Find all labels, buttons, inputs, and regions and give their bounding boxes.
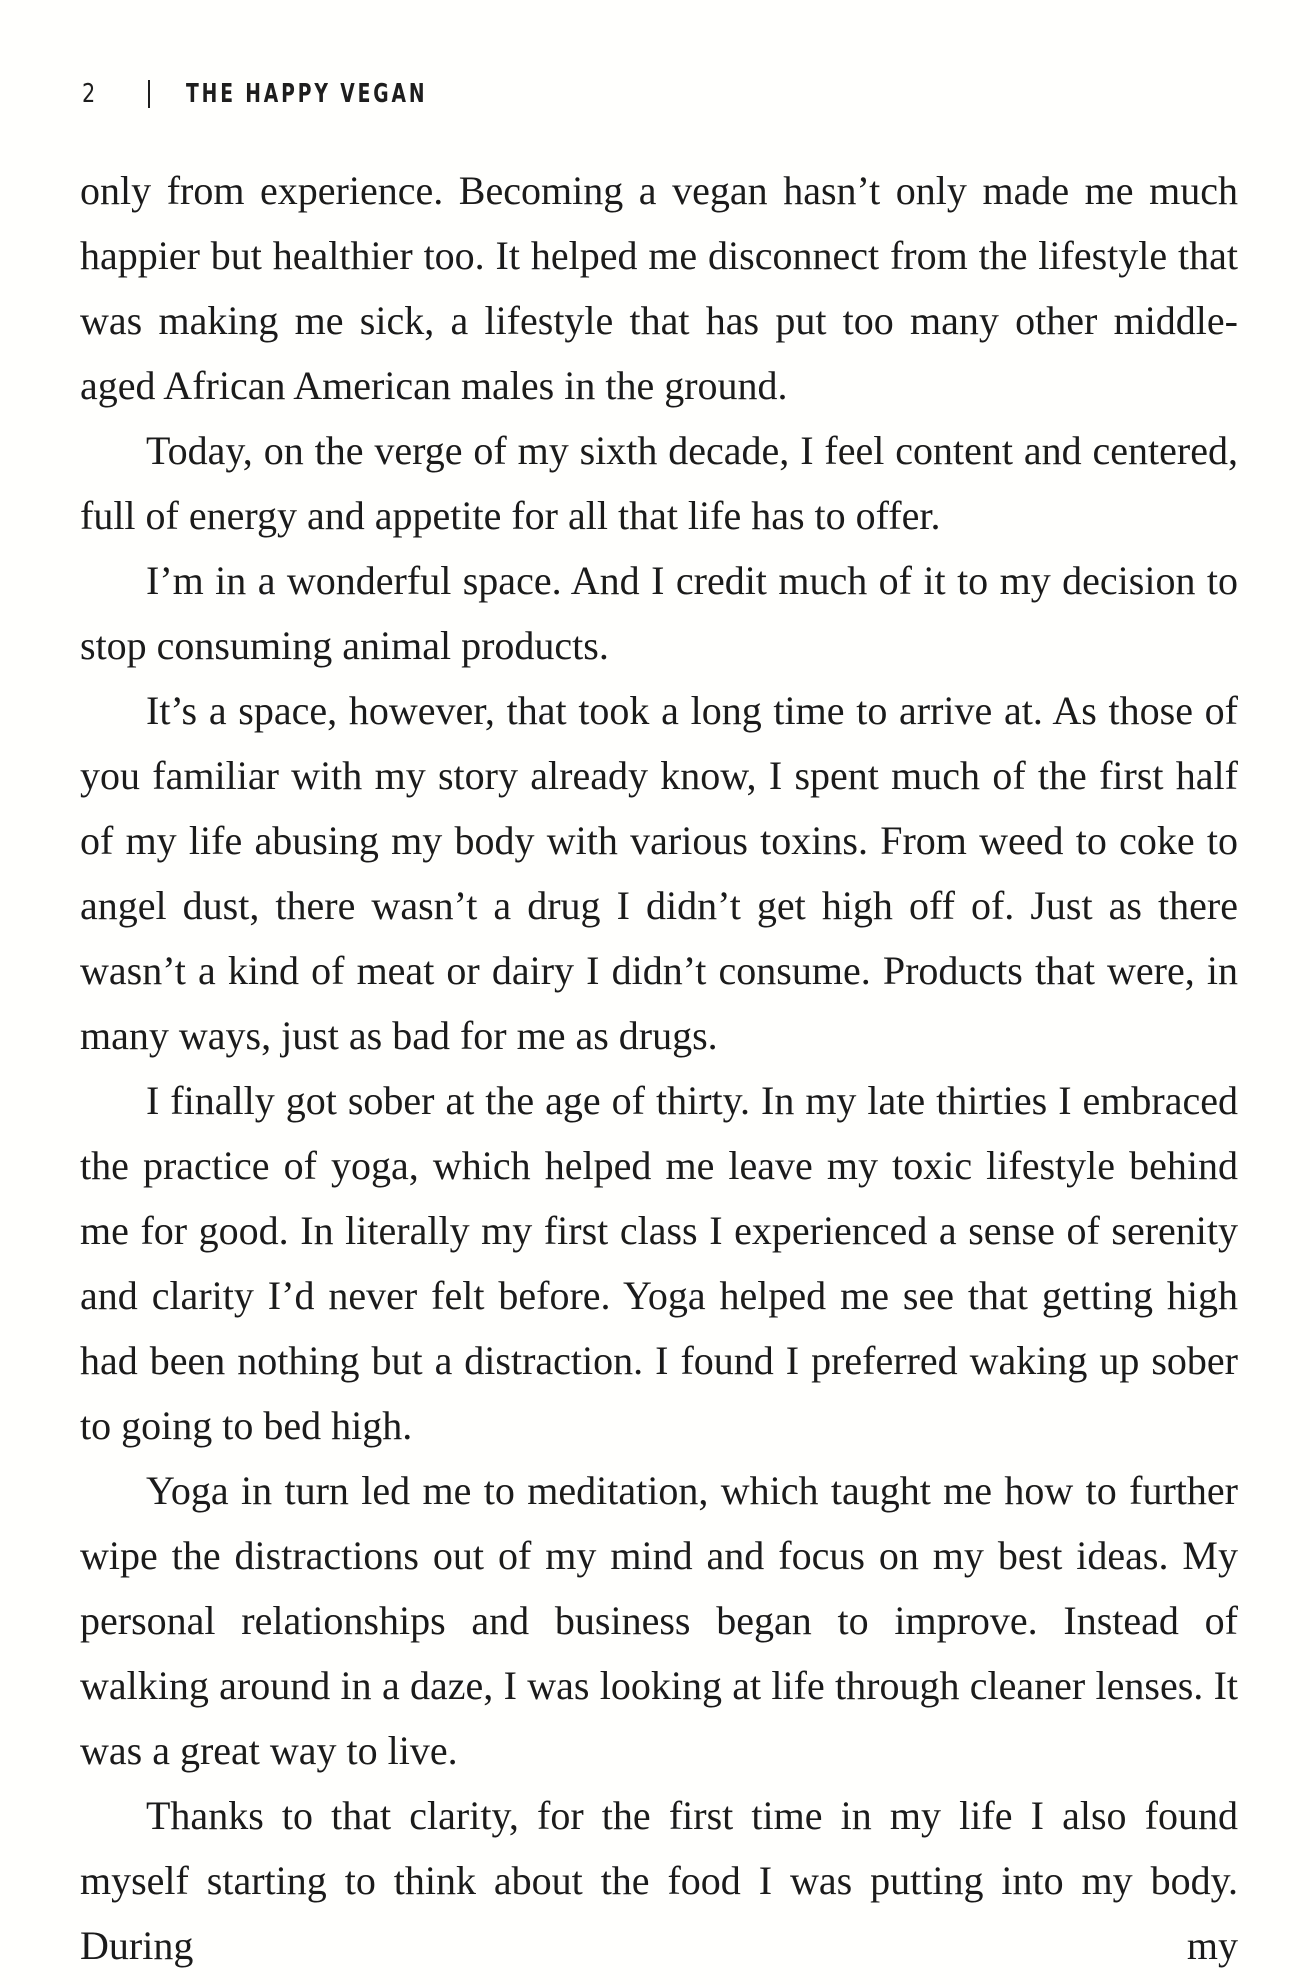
paragraph-continues: Thanks to that clarity, for the first time in my life I also found myself starting to think about the food I was putting into my body. During my [80,1793,1238,1968]
page-number: 2 [82,79,98,109]
paragraph: I finally got sober at the age of thirty. In my late thirties I embraced the practice of yoga, which helped me leave my toxic lifestyle behind me for good. In literally my first class I experienced a sense of serenity and clarity I’d never felt before. Yoga helped me see that getting high had been nothing but a distraction. I found I preferred waking up sober to going to bed high. [80,1078,1238,1448]
paragraph: It’s a space, however, that took a long time to arrive at. As those of you familiar with my story already know, I spent much of the first half of my life abusing my body with various toxins. From weed to coke to angel dust, there wasn’t a drug I didn’t get high off of. Just as there wasn’t a kind of meat or dairy I didn’t consume. Products that were, in many ways, just as bad for me as drugs. [80,688,1238,1058]
body-text [80,158,1238,1978]
paragraph: I’m in a wonderful space. And I credit much of it to my decision to stop consuming animal products. [80,558,1238,668]
paragraph: Today, on the verge of my sixth decade, I feel content and centered, full of energy and appetite for all that life has to offer. [80,428,1238,538]
paragraph: Yoga in turn led me to meditation, which taught me how to further wipe the distractions out of my mind and focus on my best ideas. My personal relationships and business began to improve. Instead of walking around in a daze, I was looking at life through cleaner lenses. It was a great way to live. [80,1468,1238,1773]
paragraph-continued: only from experience. Becoming a vegan hasn’t only made me much happier but healthier too. It helped me disconnect from the lifestyle that was making me sick, a lifestyle that has put too many other middle-aged African American males in the ground. [80,168,1238,408]
running-head [82,74,521,114]
book-title: THE HAPPY VEGAN [186,79,428,109]
header-separator [148,80,150,108]
